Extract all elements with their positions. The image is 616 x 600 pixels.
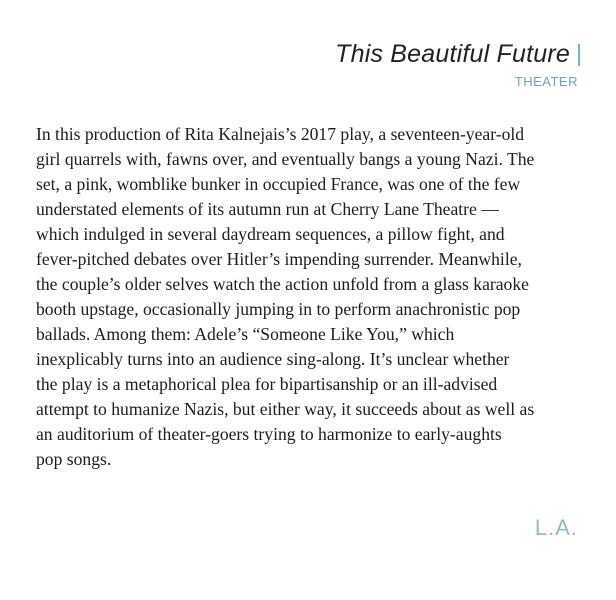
body-line: pop songs. bbox=[36, 449, 112, 469]
body-line: booth upstage, occasionally jumping in to perform anachronistic pop bbox=[36, 299, 521, 319]
body-line: the play is a metaphorical plea for bipartisanship or an ill-advised bbox=[36, 374, 498, 394]
body-line: which indulged in several daydream sequences, a pillow fight, and bbox=[36, 224, 505, 244]
title-row bbox=[335, 40, 580, 69]
body-line: ballads. Among them: Adele’s “Someone Like You,” which bbox=[36, 324, 455, 344]
body-line: attempt to humanize Nazis, but either way, it succeeds about as well as bbox=[36, 399, 535, 419]
body-line: an auditorium of theater-goers trying to harmonize to early-aughts bbox=[36, 424, 502, 444]
body-line: fever-pitched debates over Hitler’s impending surrender. Meanwhile, bbox=[36, 249, 522, 269]
body-line: set, a pink, womblike bunker in occupied France, was one of the few bbox=[36, 174, 521, 194]
body-line: In this production of Rita Kalnejais’s 2017 play, a seventeen-year-old bbox=[36, 124, 525, 144]
header bbox=[335, 40, 580, 89]
body-line: girl quarrels with, fawns over, and eventually bangs a young Nazi. The bbox=[36, 149, 535, 169]
title-divider bbox=[578, 44, 580, 66]
body-line: the couple’s older selves watch the action unfold from a glass karaoke bbox=[36, 274, 529, 294]
author-initials: L.A. bbox=[534, 515, 578, 540]
body-line: understated elements of its autumn run at Cherry Lane Theatre — bbox=[36, 199, 499, 219]
body-line: inexplicably turns into an audience sing-along. It’s unclear whether bbox=[36, 349, 510, 369]
review-body bbox=[36, 122, 606, 472]
category-label: THEATER bbox=[514, 74, 578, 89]
page-title: This Beautiful Future bbox=[335, 40, 570, 68]
